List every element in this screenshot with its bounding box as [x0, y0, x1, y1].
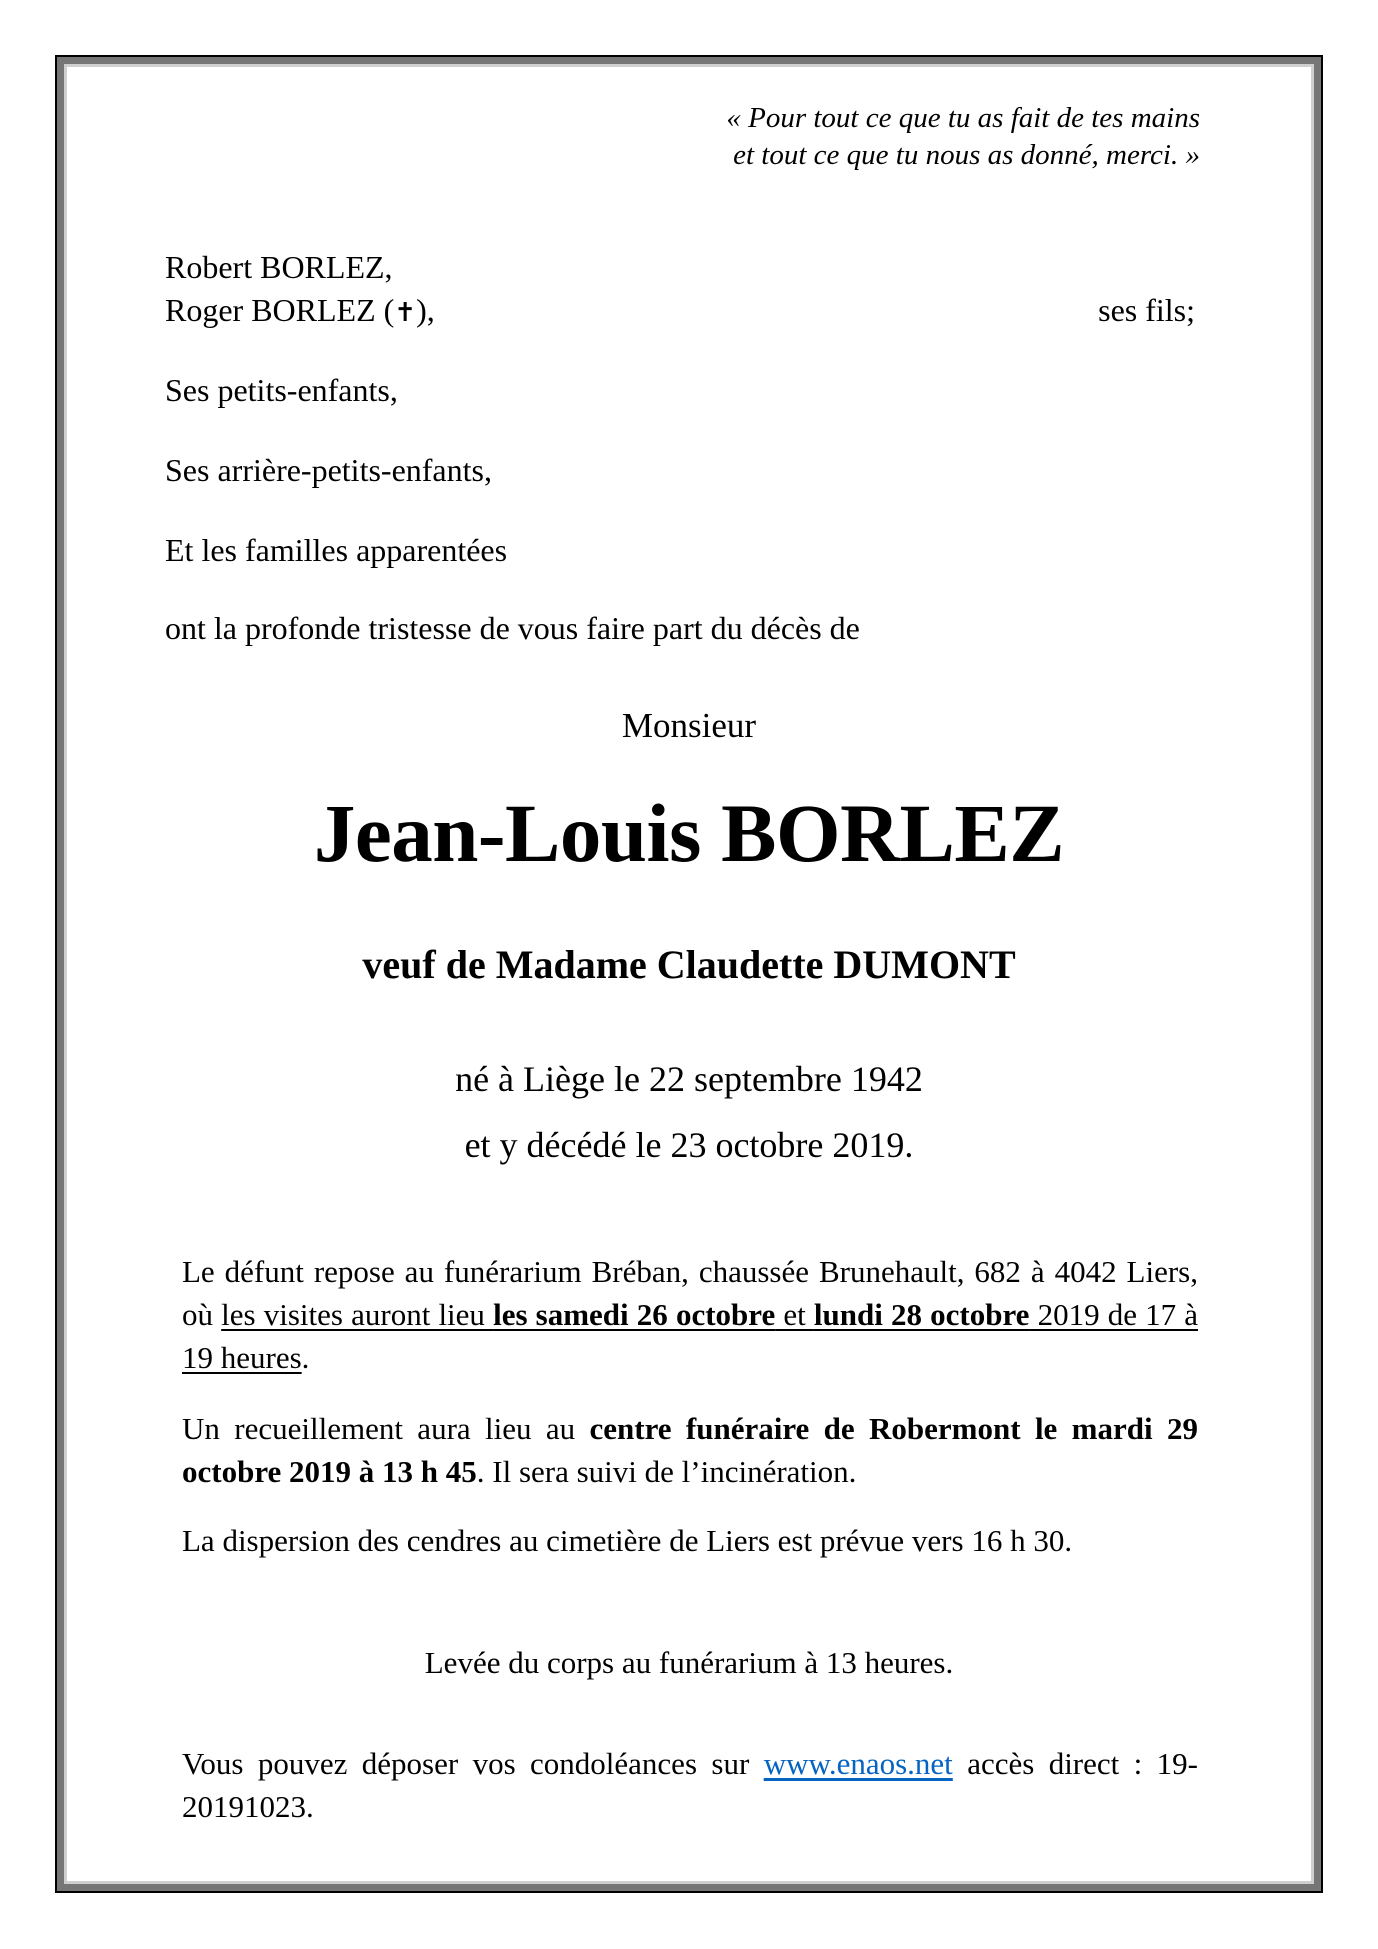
dispersion-paragraph: La dispersion des cendres au cimetière de Liers est prévue vers 16 h 30.: [182, 1523, 1073, 1558]
enaos-link[interactable]: www.enaos.net: [763, 1746, 953, 1781]
visitation-end: .: [301, 1340, 310, 1375]
cross-icon: ✝: [394, 298, 417, 328]
departure-line: Levée du corps au funérarium à 13 heures.: [424, 1645, 954, 1680]
spouse-line: veuf de Madame Claudette DUMONT: [362, 942, 1016, 987]
visitation-paragraph: [182, 1250, 1198, 1379]
death-line: et y décédé le 23 octobre 2019.: [464, 1125, 914, 1165]
announcement: ont la profonde tristesse de vous faire part du décès de: [165, 610, 860, 646]
deceased-title: Monsieur: [621, 706, 757, 745]
condolences-paragraph: [182, 1742, 1198, 1828]
son-2-end: ),: [416, 292, 435, 328]
ceremony-end: . Il sera suivi de l’incinération.: [476, 1454, 857, 1489]
visitation-u2: et: [775, 1297, 814, 1332]
grandchildren: Ses petits-enfants,: [165, 372, 398, 408]
ceremony-paragraph: [182, 1407, 1198, 1493]
visitation-u1: les visites auront lieu: [221, 1297, 494, 1332]
ceremony-details: centre funéraire de Robermont le mardi 29 octobre 2019 à 13 h 45: [182, 1411, 1198, 1489]
sons-label: ses fils;: [1098, 292, 1195, 328]
quote-line-1: « Pour tout ce que tu as fait de tes mains: [726, 102, 1200, 134]
relatives: Et les familles apparentées: [165, 532, 508, 568]
son-1: Robert BORLEZ,: [165, 249, 393, 285]
visitation-hours: 2019 de 17 à 19 heures: [182, 1297, 1199, 1375]
quote-line-2: et tout ce que tu nous as donné, merci. »: [733, 139, 1200, 171]
epigraph-quote: [726, 100, 1200, 174]
condolences-end: accès direct : 19-20191023.: [182, 1746, 1198, 1824]
visitation-date-2: lundi 28 octobre: [813, 1297, 1030, 1332]
ceremony-intro: Un recueillement aura lieu au: [182, 1411, 590, 1446]
birth-line: né à Liège le 22 septembre 1942: [455, 1059, 923, 1099]
visitation-date-1: les samedi 26 octobre: [493, 1297, 776, 1332]
deceased-name: Jean-Louis BORLEZ: [313, 787, 1065, 879]
visitation-intro: Le défunt repose au funérarium Bréban, chaussée Brunehault, 682 à 4042 Liers, où: [182, 1254, 1198, 1332]
condolences-intro: Vous pouvez déposer vos condoléances sur: [182, 1746, 764, 1781]
great-grandchildren: Ses arrière-petits-enfants,: [165, 452, 492, 488]
son-2: [165, 292, 435, 329]
son-2-name: Roger BORLEZ (: [165, 292, 395, 328]
visitation-details: [182, 1297, 1198, 1375]
